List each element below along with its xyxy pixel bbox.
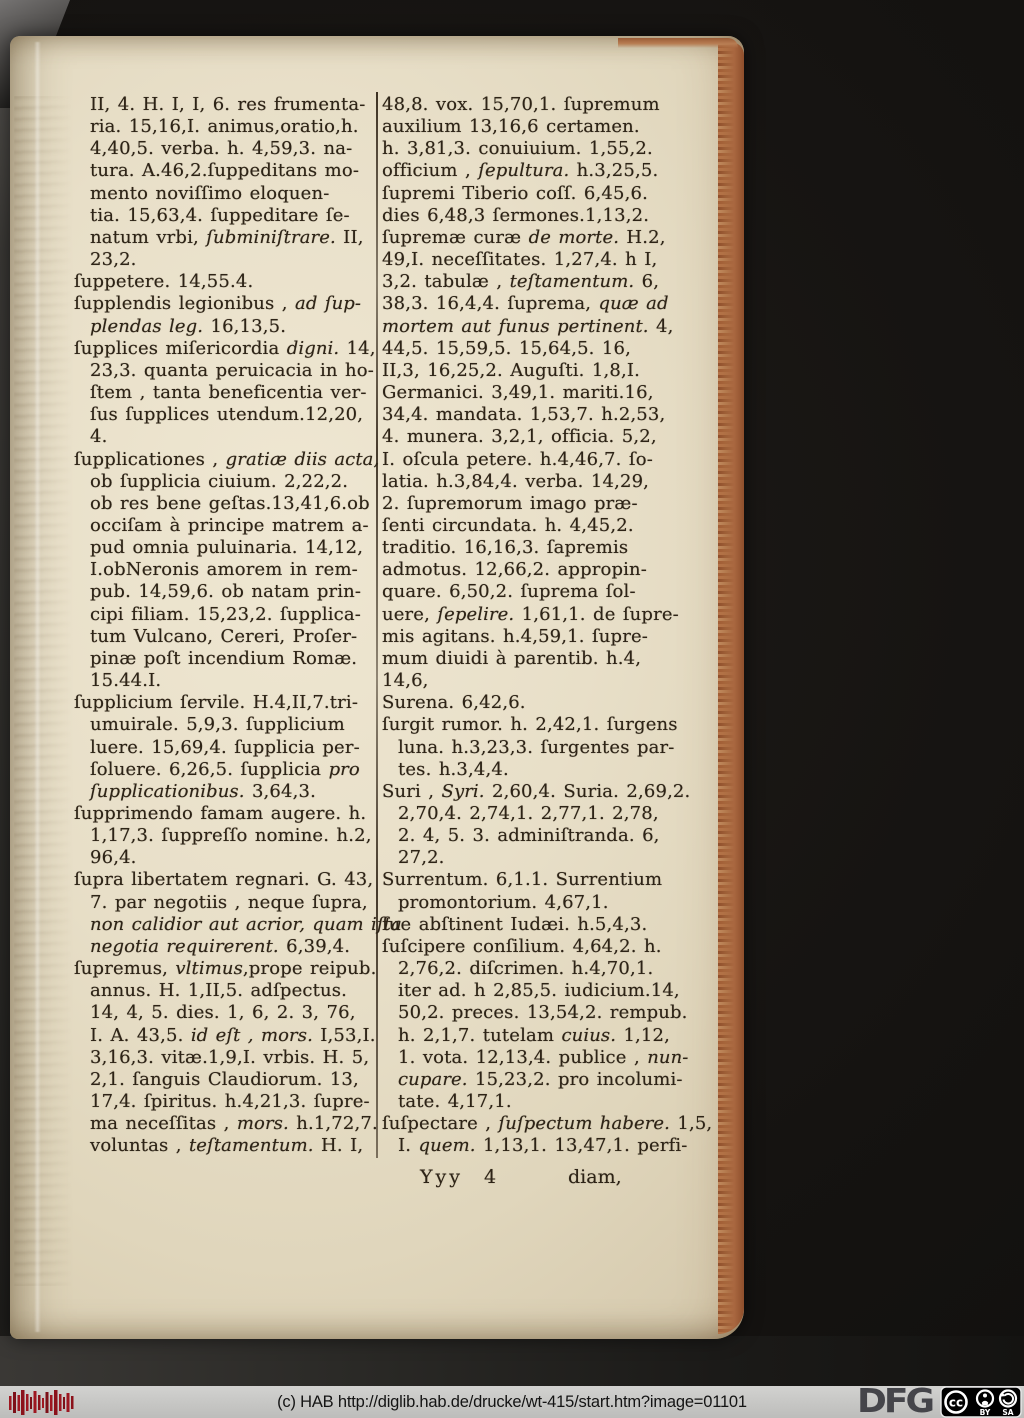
text-segment: 23,3. quanta peruicacia in ho-	[90, 359, 374, 381]
text-segment: ria. 15,16,I. animus,oratio,h.	[90, 116, 359, 138]
index-text-line	[74, 160, 376, 182]
text-segment: 96,4.	[90, 847, 137, 869]
italic-text-segment: digni.	[286, 337, 340, 359]
index-text-line	[382, 471, 708, 493]
index-text-line	[382, 205, 708, 227]
text-segment: 7. par negotiis , neque ſupra,	[90, 891, 368, 913]
italic-text-segment: teſtamentum.	[188, 1135, 314, 1157]
index-text-line	[382, 1002, 708, 1024]
text-segment: luere. 15,69,4. ſupplicia per-	[90, 736, 360, 758]
text-segment: 3,64,3.	[244, 780, 316, 802]
text-segment: ſupplices miſericordia	[74, 337, 287, 359]
index-text-line	[74, 249, 376, 271]
index-text-line	[382, 227, 708, 249]
text-segment: ,prope reipub.	[242, 958, 377, 980]
text-segment: uere,	[382, 603, 438, 625]
index-text-line	[382, 714, 708, 736]
text-segment: H.2,	[619, 226, 666, 248]
index-text-line	[382, 1135, 708, 1157]
text-segment: 14, 4, 5. dies. 1, 6, 2. 3, 76,	[90, 1002, 356, 1024]
index-text-line	[74, 1135, 376, 1157]
table-surface	[0, 1336, 1024, 1388]
index-text-line	[382, 537, 708, 559]
index-text-line	[74, 471, 376, 493]
text-segment: tum Vulcano, Cereri, Proſer-	[90, 625, 358, 647]
text-segment: 6,	[634, 271, 660, 293]
italic-text-segment: negotia requirerent.	[90, 935, 279, 957]
index-text-line	[74, 271, 376, 293]
italic-text-segment: plendas leg.	[90, 315, 204, 337]
index-text-line	[382, 493, 708, 515]
index-text-line	[382, 1025, 708, 1047]
index-text-line	[382, 338, 708, 360]
text-segment: tes. h.3,4,4.	[398, 758, 509, 780]
index-text-line	[382, 1113, 713, 1135]
text-segment: II, 4. H. I, I, 6. res frumenta-	[90, 94, 366, 115]
index-text-line	[382, 781, 708, 803]
index-text-line	[382, 737, 708, 759]
printed-text-layer	[10, 36, 744, 1339]
index-text-line	[382, 1091, 708, 1113]
book-page	[10, 36, 744, 1339]
index-text-line	[382, 1069, 708, 1091]
italic-text-segment: mors.	[236, 1113, 289, 1135]
index-text-line	[382, 404, 708, 426]
index-text-line	[74, 360, 376, 382]
by-label: BY	[979, 1408, 991, 1417]
text-segment: I. A. 43,5.	[90, 1024, 191, 1046]
text-segment: 15.44.I.	[90, 670, 162, 692]
text-segment: natum vrbi,	[90, 226, 207, 248]
text-segment: quare. 6,50,2. ſuprema ſol-	[382, 581, 636, 603]
text-segment: ſtem , tanta beneficentia ver-	[90, 382, 367, 404]
italic-text-segment: ſubminiſtrare.	[206, 226, 336, 248]
text-column-left	[74, 94, 402, 1158]
index-text-line	[382, 892, 708, 914]
text-segment: I.	[398, 1135, 419, 1157]
text-segment: ſupplicium ſervile. H.4,II,7.tri-	[74, 692, 359, 714]
index-text-line	[74, 227, 376, 249]
text-segment: mum diuidi à parentib. h.4,	[382, 647, 642, 669]
italic-text-segment: mortem aut funus pertinent.	[382, 315, 649, 337]
index-text-line	[74, 913, 402, 936]
text-segment: Surena. 6,42,6.	[382, 692, 526, 714]
italic-text-segment: ſepelire.	[437, 603, 515, 625]
text-segment: 1,12,	[616, 1024, 670, 1046]
index-text-line	[74, 626, 376, 648]
text-segment: h. 2,1,7. tutelam	[398, 1024, 562, 1046]
text-segment: tate. 4,17,1.	[398, 1091, 512, 1113]
text-segment: ſupremi Tiberio coſſ. 6,45,6.	[382, 182, 648, 204]
text-segment: ſuſcipere conſilium. 4,64,2. h.	[382, 935, 662, 957]
text-segment: ma neceſſitas ,	[90, 1113, 237, 1135]
index-text-line	[74, 448, 380, 471]
text-segment: 1,61,1. de ſupre-	[514, 603, 679, 625]
index-text-line	[382, 293, 708, 315]
text-segment: II,	[335, 226, 364, 248]
text-segment: 17,4. ſpiritus. h.4,21,3. ſupre-	[90, 1091, 370, 1113]
text-segment: 1,13,1. 13,47,1. perfi-	[475, 1135, 688, 1157]
text-segment: 4,	[648, 315, 674, 337]
catchword: diam,	[568, 1166, 622, 1188]
italic-text-segment: ſuſpectum habere.	[498, 1113, 670, 1135]
index-text-line	[74, 714, 376, 736]
index-text-line	[74, 803, 376, 825]
index-text-line	[382, 692, 708, 714]
index-text-line	[74, 537, 376, 559]
text-segment: pud omnia puluinaria. 14,12,	[90, 537, 364, 559]
text-segment: ſupremus,	[74, 958, 176, 980]
index-text-line	[74, 892, 376, 914]
italic-text-segment: pro	[328, 758, 360, 780]
text-segment: 16,13,5.	[203, 315, 287, 337]
text-segment: promontorium. 4,67,1.	[398, 891, 609, 913]
text-segment: 14,6,	[382, 670, 429, 692]
index-text-line	[382, 316, 708, 338]
text-segment: I.obNeronis amorem in rem-	[90, 559, 358, 581]
text-segment: 38,3. 16,4,4. ſuprema,	[382, 293, 599, 315]
text-segment: annus. H. 1,II,5. adſpectus.	[90, 980, 347, 1002]
text-segment: H. I,	[313, 1135, 364, 1157]
text-segment: 2. ſupremorum imago præ-	[382, 492, 638, 514]
text-segment: ſue abſtinent Iudæi. h.5,4,3.	[382, 913, 648, 935]
text-segment: ſupplendis legionibus ,	[74, 293, 296, 315]
index-text-line	[74, 648, 376, 670]
index-text-line	[74, 515, 376, 537]
index-text-line	[382, 604, 708, 626]
text-segment: traditio. 16,16,3. ſapremis	[382, 537, 629, 559]
index-text-line	[74, 1069, 376, 1091]
index-text-line	[74, 382, 376, 404]
index-text-line	[382, 138, 708, 160]
index-text-line	[74, 1047, 376, 1069]
column-divider-rule	[376, 92, 378, 1158]
cc-license-badge	[940, 1386, 1022, 1418]
text-segment: tia. 15,63,4. ſuppeditare ſe-	[90, 204, 350, 226]
text-segment: 14,	[339, 337, 376, 359]
text-segment: 6,39,4.	[278, 935, 351, 957]
text-segment: luna. h.3,23,3. ſurgentes par-	[398, 736, 675, 758]
text-segment: officium ,	[382, 160, 479, 182]
index-text-line	[74, 316, 376, 338]
index-text-line	[74, 737, 376, 759]
text-segment: 15,23,2. pro incolumi-	[467, 1068, 683, 1090]
index-text-line	[74, 581, 376, 603]
text-segment: iter ad. h 2,85,5. iudicium.14,	[398, 980, 680, 1002]
index-text-line	[382, 559, 708, 581]
text-segment: 2,76,2. diſcrimen. h.4,70,1.	[398, 958, 654, 980]
index-text-line	[382, 515, 708, 537]
text-segment: h. 3,81,3. conuiuium. 1,55,2.	[382, 138, 653, 160]
text-column-right	[382, 94, 713, 1158]
cc-glyph: cc	[948, 1395, 964, 1410]
index-text-line	[74, 1025, 376, 1047]
index-text-line	[74, 980, 376, 1002]
italic-text-segment: non calidior aut acrior, quam iſta	[90, 913, 402, 935]
text-segment: h.3,25,5.	[569, 160, 659, 182]
index-text-line	[74, 1091, 376, 1113]
index-text-line	[74, 1113, 376, 1135]
text-segment: 49,I. neceſſitates. 1,27,4. h I,	[382, 249, 658, 271]
text-segment: tura. A.46,2.ſuppeditans mo-	[90, 160, 360, 182]
index-text-line	[74, 116, 376, 138]
text-segment: h.1,72,7.	[288, 1113, 378, 1135]
text-segment: Germanici. 3,49,1. mariti.16,	[382, 382, 654, 404]
index-text-line	[382, 426, 708, 448]
text-segment: umuirale. 5,9,3. ſupplicium	[90, 714, 345, 736]
text-segment: ſuſpectare ,	[382, 1113, 499, 1135]
text-segment: I. oſcula petere. h.4,46,7. ſo-	[382, 448, 653, 470]
index-text-line	[382, 825, 708, 847]
index-text-line	[382, 869, 708, 891]
text-segment: ſupplicationes ,	[74, 448, 226, 470]
text-segment: 1,5,	[669, 1113, 713, 1135]
index-text-line	[382, 958, 708, 980]
italic-text-segment: quem.	[418, 1135, 476, 1157]
index-text-line	[382, 914, 708, 936]
index-text-line	[382, 116, 708, 138]
text-segment: 1,17,3. ſuppreſſo nomine. h.2,	[90, 825, 372, 847]
text-segment: ſenti circundata. h. 4,45,2.	[382, 514, 634, 536]
index-text-line	[74, 847, 376, 869]
signature-mark: Yyy 4	[420, 1166, 500, 1188]
text-segment: 23,2.	[90, 249, 137, 271]
text-segment: 1. vota. 12,13,4. publice ,	[398, 1046, 648, 1068]
italic-text-segment: ſupplicationibus.	[90, 780, 245, 802]
text-segment: ob ſupplicia ciuium. 2,22,2.	[90, 470, 349, 492]
text-segment: ſus ſupplices utendum.12,20,	[90, 404, 364, 426]
index-text-line	[382, 449, 708, 471]
index-text-line	[382, 1047, 708, 1069]
index-text-line	[382, 183, 708, 205]
text-segment: admotus. 12,66,2. appropin-	[382, 559, 648, 581]
text-segment: ſurgit rumor. h. 2,42,1. ſurgens	[382, 714, 678, 736]
index-text-line	[74, 692, 376, 714]
index-text-line	[74, 604, 376, 626]
text-segment: 2. 4, 5. 3. adminiſtranda. 6,	[398, 825, 660, 847]
text-segment: mento noviſſimo eloquen-	[90, 182, 330, 204]
italic-text-segment: Syri.	[441, 780, 485, 802]
italic-text-segment: cuius.	[561, 1024, 617, 1046]
text-segment: pub. 14,59,6. ob natam prin-	[90, 581, 362, 603]
text-segment: ſoluere. 6,26,5. ſupplicia	[90, 758, 329, 780]
text-segment: ob res bene geſtas.13,41,6.ob	[90, 492, 370, 514]
italic-text-segment: id eſt , mors.	[190, 1024, 313, 1046]
text-segment: II,3, 16,25,2. Auguſti. 1,8,I.	[382, 359, 640, 381]
italic-text-segment: cupare.	[398, 1068, 468, 1090]
text-segment: mis agitans. h.4,59,1. ſupre-	[382, 625, 649, 647]
index-text-line	[74, 958, 376, 980]
index-text-line	[382, 160, 708, 182]
index-text-line	[382, 94, 708, 116]
index-text-line	[382, 980, 708, 1002]
index-text-line	[382, 670, 708, 692]
hab-wolfenbuettel-logo	[8, 1389, 76, 1416]
index-text-line	[74, 670, 376, 692]
index-text-line	[74, 293, 376, 315]
text-segment: 3,16,3. vitæ.1,9,I. vrbis. H. 5,	[90, 1046, 370, 1068]
italic-text-segment: vltimus	[175, 958, 243, 980]
text-segment: 50,2. preces. 13,54,2. rempub.	[398, 1002, 688, 1024]
italic-text-segment: quæ ad	[598, 293, 669, 315]
italic-text-segment: ad ſup-	[295, 293, 362, 315]
index-text-line	[74, 1002, 376, 1024]
index-text-line	[74, 426, 376, 448]
index-text-line	[74, 205, 376, 227]
text-segment: 27,2.	[398, 847, 445, 869]
index-text-line	[74, 936, 376, 958]
text-segment: occiſam à principe matrem a-	[90, 514, 369, 536]
index-text-line	[382, 803, 708, 825]
index-text-line	[382, 382, 708, 404]
signature-line	[382, 1166, 708, 1190]
text-segment: 4,40,5. verba. h. 4,59,3. na-	[90, 138, 353, 160]
index-text-line	[74, 825, 376, 847]
index-text-line	[74, 781, 376, 803]
index-text-line	[74, 759, 376, 781]
text-segment: Suri ,	[382, 780, 442, 802]
index-text-line	[74, 138, 376, 160]
index-text-line	[382, 759, 708, 781]
footer-logos	[856, 1382, 1022, 1418]
text-segment: ſupremæ curæ	[382, 226, 529, 248]
index-text-line	[382, 581, 708, 603]
text-segment: 4. munera. 3,2,1, officia. 5,2,	[382, 426, 657, 448]
text-segment: 44,5. 15,59,5. 15,64,5. 16,	[382, 337, 631, 359]
index-text-line	[382, 648, 708, 670]
italic-text-segment: nun-	[647, 1046, 689, 1068]
text-segment: latia. h.3,84,4. verba. 14,29,	[382, 470, 650, 492]
index-text-line	[74, 559, 376, 581]
index-text-line	[74, 869, 376, 891]
index-text-line	[382, 936, 708, 958]
text-segment: 2,70,4. 2,74,1. 2,77,1. 2,78,	[398, 803, 659, 824]
text-segment: 3,2. tabulæ ,	[382, 271, 510, 293]
index-text-line	[74, 338, 376, 360]
index-text-line	[74, 404, 376, 426]
text-segment: 2,1. ſanguis Claudiorum. 13,	[90, 1068, 359, 1090]
index-text-line	[74, 94, 376, 116]
text-segment: 48,8. vox. 15,70,1. ſupremum	[382, 94, 660, 115]
text-segment: cipi filiam. 15,23,2. ſupplica-	[90, 603, 362, 625]
sa-label: SA	[1002, 1408, 1014, 1417]
text-segment: 4.	[90, 426, 108, 448]
index-text-line	[382, 249, 708, 271]
index-text-line	[382, 271, 708, 293]
text-segment: Surrentum. 6,1.1. Surrentium	[382, 869, 663, 891]
attribution-text: (c) HAB http://diglib.hab.de/drucke/wt-415/start.htm?image=01101	[277, 1392, 747, 1411]
text-segment: voluntas ,	[90, 1135, 189, 1157]
italic-text-segment: ſepultura.	[478, 160, 570, 182]
italic-text-segment: de morte.	[528, 226, 620, 248]
index-text-line	[74, 493, 376, 515]
digitization-footer-bar	[0, 1382, 1024, 1418]
index-text-line	[382, 847, 708, 869]
italic-text-segment: teſtamentum.	[509, 271, 635, 293]
italic-text-segment: gratiæ diis acta,	[225, 448, 380, 470]
text-segment: ſuppetere. 14,55.4.	[74, 271, 254, 293]
text-segment: 2,60,4. Suria. 2,69,2.	[484, 780, 691, 802]
text-segment: auxilium 13,16,6 certamen.	[382, 116, 640, 138]
text-segment: ſupra libertatem regnari. G. 43,	[74, 869, 374, 891]
index-text-line	[382, 360, 708, 382]
text-segment: pinæ poſt incendium Romæ.	[90, 647, 358, 669]
text-segment: ſupprimendo famam augere. h.	[74, 803, 367, 824]
text-segment: I,53,I.	[312, 1024, 376, 1046]
index-text-line	[74, 183, 376, 205]
text-segment: dies 6,48,3 ſermones.1,13,2.	[382, 204, 650, 226]
text-segment: 34,4. mandata. 1,53,7. h.2,53,	[382, 404, 666, 426]
index-text-line	[382, 626, 708, 648]
dfg-logo: DFG	[856, 1382, 932, 1418]
